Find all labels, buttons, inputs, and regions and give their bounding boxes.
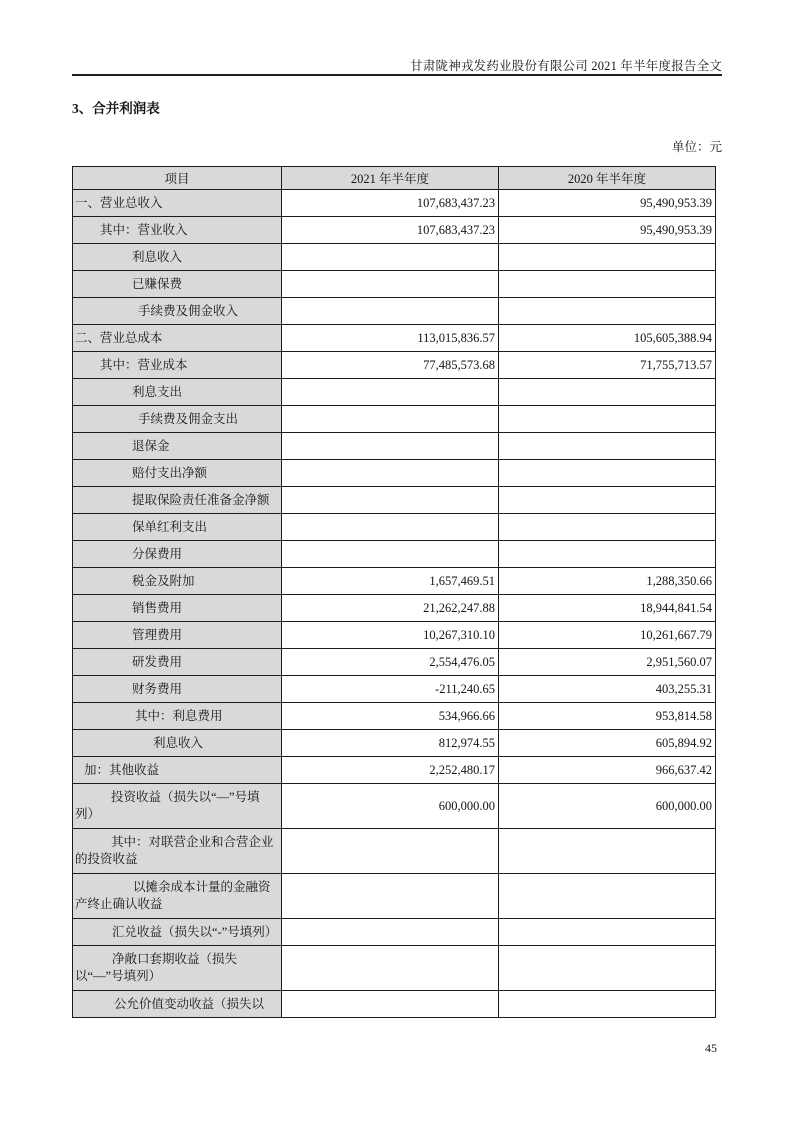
- value-2020: 71,755,713.57: [499, 352, 716, 379]
- row-label: 利息收入: [73, 244, 282, 271]
- value-2020: 2,951,560.07: [499, 649, 716, 676]
- value-2020: [499, 991, 716, 1018]
- value-2021: 107,683,437.23: [282, 190, 499, 217]
- table-row: [73, 874, 716, 919]
- column-header-item: 项目: [73, 167, 282, 190]
- value-2021: [282, 514, 499, 541]
- report-header-text: 甘肃陇神戎发药业股份有限公司 2021 年半年度报告全文: [410, 59, 722, 73]
- value-2020: [499, 487, 716, 514]
- value-2020: [499, 460, 716, 487]
- value-2021: 812,974.55: [282, 730, 499, 757]
- value-2020: [499, 244, 716, 271]
- table-row: [73, 460, 716, 487]
- row-label: 其中：营业收入: [73, 217, 282, 244]
- row-label: 利息支出: [73, 379, 282, 406]
- value-2021: [282, 946, 499, 991]
- row-label: 净敞口套期收益（损失以“—”号填列）: [73, 946, 282, 991]
- value-2021: 77,485,573.68: [282, 352, 499, 379]
- page-number: 45: [705, 1041, 717, 1055]
- value-2020: 18,944,841.54: [499, 595, 716, 622]
- income-statement-table: [72, 166, 716, 1018]
- row-label: 手续费及佣金收入: [73, 298, 282, 325]
- value-2021: 2,554,476.05: [282, 649, 499, 676]
- value-2021: 21,262,247.88: [282, 595, 499, 622]
- value-2021: [282, 271, 499, 298]
- row-label: 其中：营业成本: [73, 352, 282, 379]
- value-2021: [282, 460, 499, 487]
- section-title: 3、合并利润表: [72, 101, 160, 116]
- value-2021: [282, 379, 499, 406]
- value-2021: [282, 541, 499, 568]
- table-row: [73, 595, 716, 622]
- value-2020: [499, 829, 716, 874]
- value-2020: 966,637.42: [499, 757, 716, 784]
- row-label: 税金及附加: [73, 568, 282, 595]
- row-label: 一、营业总收入: [73, 190, 282, 217]
- unit-label: 单位：元: [671, 140, 722, 154]
- table-row: [73, 946, 716, 991]
- value-2021: 2,252,480.17: [282, 757, 499, 784]
- value-2020: [499, 946, 716, 991]
- table-row: [73, 757, 716, 784]
- row-label: 赔付支出净额: [73, 460, 282, 487]
- value-2020: [499, 433, 716, 460]
- value-2021: [282, 919, 499, 946]
- table-row: [73, 514, 716, 541]
- table-row: [73, 703, 716, 730]
- table-row: [73, 271, 716, 298]
- value-2020: 10,261,667.79: [499, 622, 716, 649]
- row-label: 手续费及佣金支出: [73, 406, 282, 433]
- row-label: 汇兑收益（损失以“-”号填列）: [73, 919, 282, 946]
- value-2020: 105,605,388.94: [499, 325, 716, 352]
- table-row: [73, 190, 716, 217]
- table-row: [73, 622, 716, 649]
- table-row: [73, 379, 716, 406]
- row-label: 财务费用: [73, 676, 282, 703]
- value-2021: 600,000.00: [282, 784, 499, 829]
- row-label: 销售费用: [73, 595, 282, 622]
- table-row: [73, 676, 716, 703]
- table-row: [73, 541, 716, 568]
- table-row: [73, 433, 716, 460]
- value-2021: [282, 406, 499, 433]
- value-2020: [499, 541, 716, 568]
- value-2021: 107,683,437.23: [282, 217, 499, 244]
- row-label: 利息收入: [73, 730, 282, 757]
- value-2020: 1,288,350.66: [499, 568, 716, 595]
- table-row: [73, 298, 716, 325]
- table-row: [73, 406, 716, 433]
- value-2020: [499, 514, 716, 541]
- value-2020: 605,894.92: [499, 730, 716, 757]
- value-2020: 95,490,953.39: [499, 190, 716, 217]
- value-2021: [282, 874, 499, 919]
- value-2020: [499, 271, 716, 298]
- header-rule: [72, 74, 722, 76]
- value-2021: [282, 244, 499, 271]
- table-row: [73, 829, 716, 874]
- value-2021: [282, 991, 499, 1018]
- value-2021: [282, 433, 499, 460]
- value-2021: -211,240.65: [282, 676, 499, 703]
- row-label: 其中：利息费用: [73, 703, 282, 730]
- row-label: 管理费用: [73, 622, 282, 649]
- table-row: [73, 325, 716, 352]
- value-2021: 534,966.66: [282, 703, 499, 730]
- table-header-row: [73, 167, 716, 190]
- value-2021: 113,015,836.57: [282, 325, 499, 352]
- row-label: 保单红利支出: [73, 514, 282, 541]
- table-row: [73, 352, 716, 379]
- table-row: [73, 244, 716, 271]
- row-label: 退保金: [73, 433, 282, 460]
- value-2020: [499, 919, 716, 946]
- table-row: [73, 649, 716, 676]
- row-label: 已赚保费: [73, 271, 282, 298]
- table-row: [73, 487, 716, 514]
- row-label: 研发费用: [73, 649, 282, 676]
- value-2020: 600,000.00: [499, 784, 716, 829]
- row-label: 加：其他收益: [73, 757, 282, 784]
- value-2020: [499, 406, 716, 433]
- table-row: [73, 568, 716, 595]
- table-row: [73, 919, 716, 946]
- value-2020: 403,255.31: [499, 676, 716, 703]
- value-2020: 95,490,953.39: [499, 217, 716, 244]
- row-label: 分保费用: [73, 541, 282, 568]
- value-2021: [282, 487, 499, 514]
- row-label: 投资收益（损失以“—”号填列）: [73, 784, 282, 829]
- row-label: 二、营业总成本: [73, 325, 282, 352]
- value-2021: [282, 829, 499, 874]
- table-row: [73, 730, 716, 757]
- table-row: [73, 991, 716, 1018]
- row-label: 其中：对联营企业和合营企业的投资收益: [73, 829, 282, 874]
- column-header-2021: 2021 年半年度: [282, 167, 499, 190]
- table-row: [73, 784, 716, 829]
- value-2020: [499, 298, 716, 325]
- table-row: [73, 217, 716, 244]
- value-2021: 10,267,310.10: [282, 622, 499, 649]
- value-2020: [499, 874, 716, 919]
- value-2020: [499, 379, 716, 406]
- row-label: 公允价值变动收益（损失以: [73, 991, 282, 1018]
- value-2021: [282, 298, 499, 325]
- row-label: 提取保险责任准备金净额: [73, 487, 282, 514]
- column-header-2020: 2020 年半年度: [499, 167, 716, 190]
- value-2021: 1,657,469.51: [282, 568, 499, 595]
- row-label: 以摊余成本计量的金融资产终止确认收益: [73, 874, 282, 919]
- value-2020: 953,814.58: [499, 703, 716, 730]
